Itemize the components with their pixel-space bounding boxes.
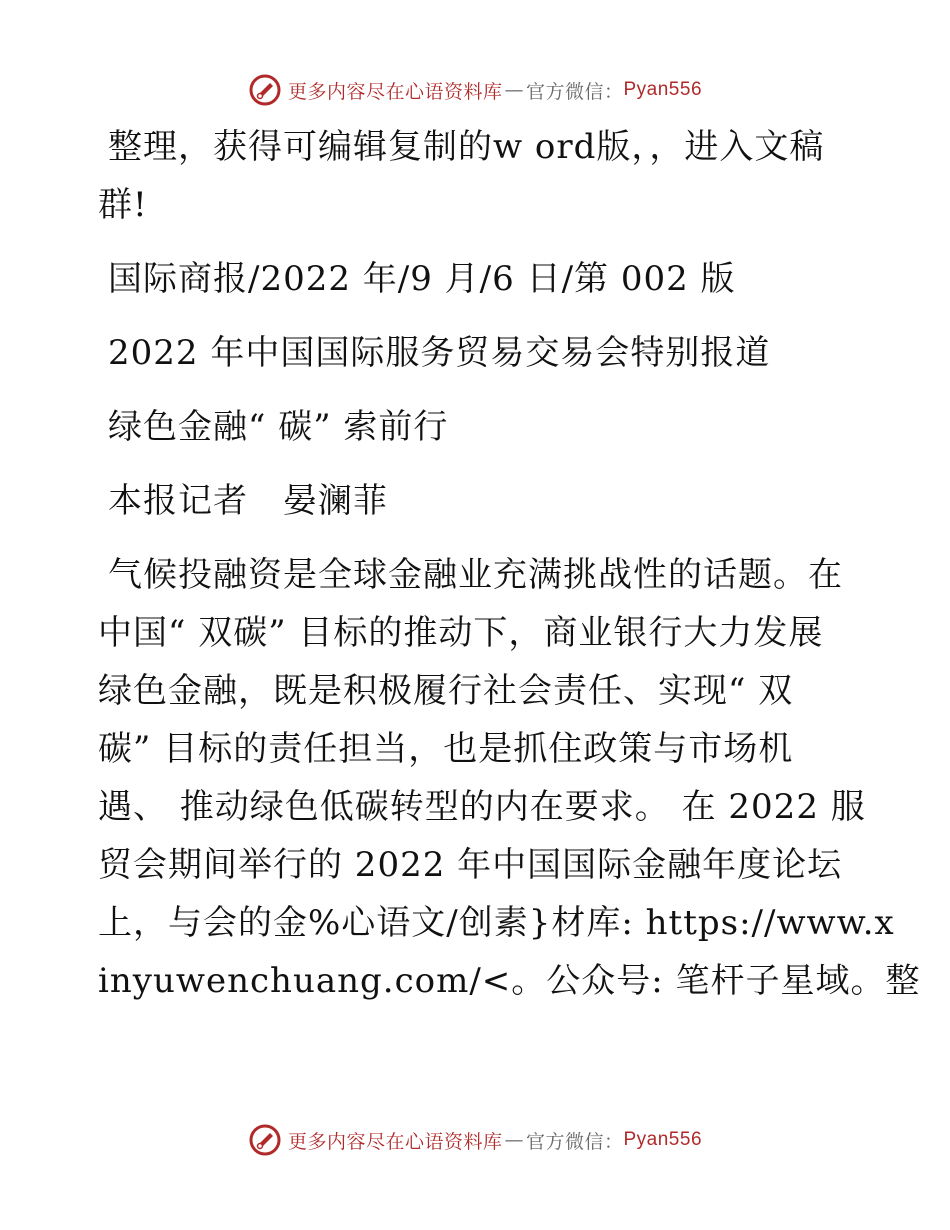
column-title (98, 324, 858, 382)
footer-separator: — (504, 1129, 524, 1151)
document-body (98, 118, 921, 1026)
body-line: 遇、 推动绿色低碳转型的内在要求。 在 2022 服 (98, 787, 866, 827)
body-line: 贸会期间举行的 2022 年中国国际金融年度论坛 (98, 845, 843, 885)
footer-wechat-id: Pyan556 (623, 1129, 703, 1150)
intro-paragraph (98, 118, 858, 234)
header-separator: — (504, 79, 524, 101)
header-watermark (0, 70, 950, 110)
header-brand-text: 更多内容尽在心语资料库 (287, 80, 503, 103)
footer-brand-text: 更多内容尽在心语资料库 (287, 1130, 503, 1153)
brand-logo-icon (248, 73, 282, 107)
headline-text: 绿色金融“ 碳” 索前行 (108, 407, 449, 447)
dateline-text: 国际商报/2022 年/9 月/6 日/第 002 版 (108, 259, 736, 299)
footer-watermark (0, 1120, 950, 1160)
body-line: 碳” 目标的责任担当，也是抓住政策与市场机 (98, 729, 794, 769)
headline (98, 398, 858, 456)
body-paragraph (98, 546, 921, 1010)
body-line: 上，与会的金%心语文/创素}材库: https://www.x (98, 903, 895, 943)
byline-text: 本报记者 晏澜菲 (108, 481, 388, 521)
column-title-text: 2022 年中国国际服务贸易交易会特别报道 (108, 333, 771, 373)
body-line: inyuwenchuang.com/<。公众号: 笔杆子星域。整 (98, 961, 921, 1001)
body-line: 绿色金融，既是积极履行社会责任、实现“ 双 (98, 671, 794, 711)
header-suffix: 官方微信： (525, 80, 624, 103)
brand-logo-icon (248, 1123, 282, 1157)
footer-suffix: 官方微信： (525, 1130, 624, 1153)
dateline (98, 250, 858, 308)
body-line: 气候投融资是全球金融业充满挑战性的话题。在 (108, 555, 843, 595)
body-line: 中国“ 双碳” 目标的推动下，商业银行大力发展 (98, 613, 824, 653)
byline (98, 472, 858, 530)
intro-line-2: 群! (98, 185, 148, 225)
header-wechat-id: Pyan556 (623, 79, 703, 100)
intro-line-1: 整理，获得可编辑复制的w ord版，，进入文稿 (108, 127, 825, 167)
